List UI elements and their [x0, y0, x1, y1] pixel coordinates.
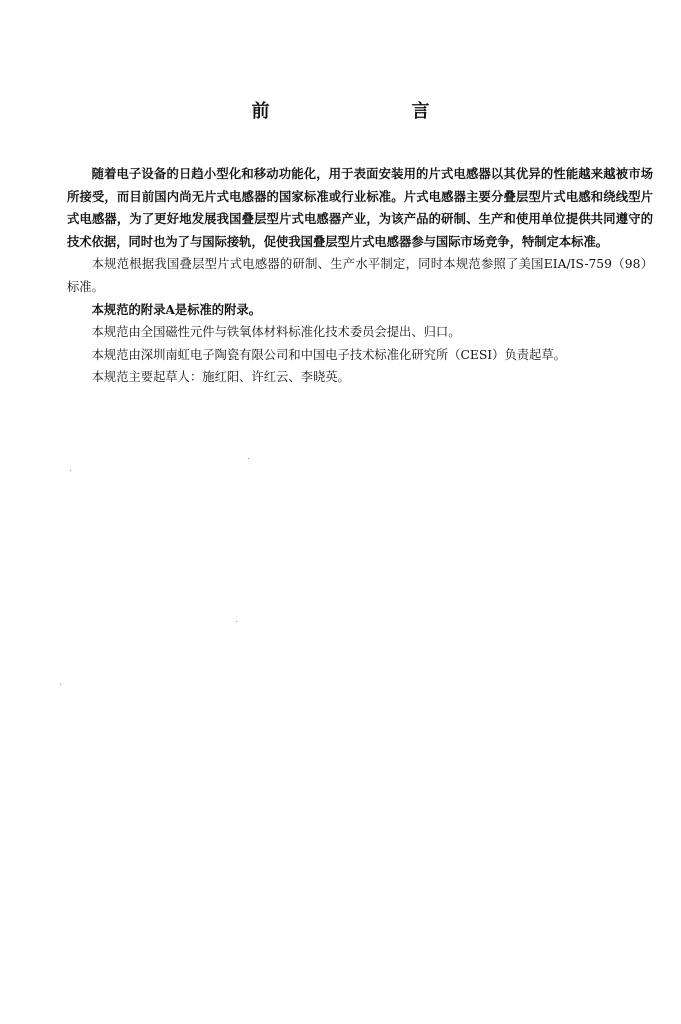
- scan-speck: [236, 621, 237, 622]
- paragraph-proposer: 本规范由全国磁性元件与铁氧体材料标准化技术委员会提出、归口。: [91, 325, 461, 340]
- paragraph-drafters: 本规范主要起草人：施红阳、许红云、李晓英。: [91, 370, 350, 385]
- scan-speck: [248, 458, 249, 459]
- scan-speck: [60, 684, 61, 685]
- page-title: 前 言: [251, 101, 492, 122]
- paragraph-appendix: 本规范的附录A是标准的附录。: [91, 301, 261, 317]
- paragraph-drafting-org: 本规范由深圳南虹电子陶瓷有限公司和中国电子技术标准化研究所（CESI）负责起草。: [91, 347, 566, 362]
- document-body: [67, 163, 653, 389]
- paragraph-intro: 随着电子设备的日趋小型化和移动功能化，用于表面安装用的片式电感器以其优异的性能越来越被市场所接受，而目前国内尚无片式电感器的国家标准或行业标准。片式电感器主要分叠层型片式电感和绕线型片式电感器，为了更好地发展我国叠层型片式电感器产业，为该产品的研制、生产和使用单位提供共同遵守的技术依据，同时也为了与国际接轨，促使我国叠层型片式电感器参与国际市场竞争，特制定本标准。: [67, 166, 653, 249]
- scan-speck: [70, 470, 71, 471]
- paragraph-basis: 本规范根据我国叠层型片式电感器的研制、生产水平制定，同时本规范参照了美国EIA/IS-759（98）标准。: [67, 257, 653, 294]
